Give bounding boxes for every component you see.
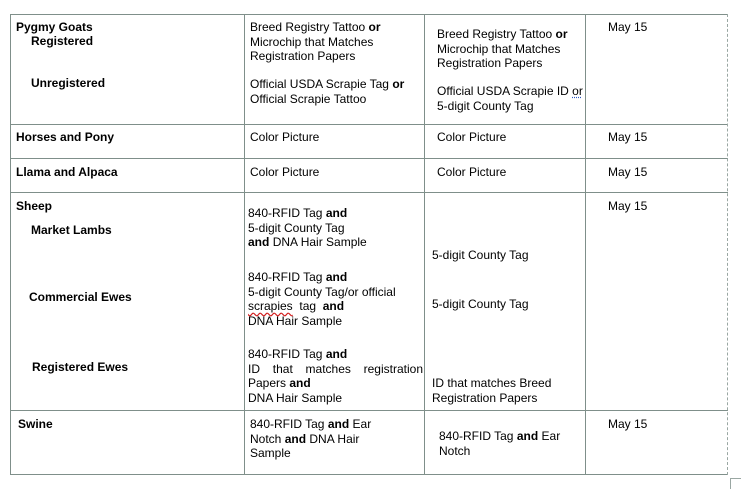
animal-label: Swine xyxy=(18,417,53,431)
sub-label: Registered Ewes xyxy=(32,360,129,374)
deadline-date: May 15 xyxy=(608,130,648,144)
sub-label: Commercial Ewes xyxy=(29,290,132,304)
column-border xyxy=(10,14,11,475)
sub-label: Unregistered xyxy=(31,76,106,90)
sub-label: Registered xyxy=(31,34,94,48)
row-border xyxy=(10,192,728,193)
requirement-text: 5-digit County Tag xyxy=(432,248,529,262)
requirement-text: 840-RFID Tag and 5-digit County Tag/or official scrapies tag and DNA Hair Sample xyxy=(248,270,396,328)
animal-label: Llama and Alpaca xyxy=(16,165,118,179)
column-border xyxy=(585,14,586,475)
column-border xyxy=(244,14,245,475)
animal-label: Sheep xyxy=(16,199,53,213)
deadline-date: May 15 xyxy=(608,417,648,431)
requirement-text: 5-digit County Tag xyxy=(432,297,529,311)
requirement-text: 840-RFID Tag and Ear Notch and DNA Hair Sample xyxy=(250,417,372,460)
requirement-text: 840-RFID Tag and 5-digit County Tag and DNA Hair Sample xyxy=(248,206,367,249)
requirement-text: 840-RFID Tag and Ear Notch xyxy=(439,429,561,458)
row-border xyxy=(10,474,728,475)
requirement-text: Color Picture xyxy=(250,165,320,179)
requirement-text: Breed Registry Tattoo or Microchip that Matches Registration Papers xyxy=(437,27,568,70)
table-resize-handle[interactable] xyxy=(730,478,741,489)
deadline-date: May 15 xyxy=(608,20,648,34)
animal-label: Horses and Pony xyxy=(16,130,115,144)
row-border xyxy=(10,410,728,411)
requirement-text: Color Picture xyxy=(437,165,507,179)
row-border xyxy=(10,124,728,125)
requirement-text: Color Picture xyxy=(437,130,507,144)
row-border xyxy=(10,14,728,15)
requirement-text: ID that matches Breed Registration Papers xyxy=(432,376,552,405)
table-edge-dashed xyxy=(727,14,728,475)
deadline-date: May 15 xyxy=(608,199,648,213)
column-border xyxy=(424,14,425,475)
row-border xyxy=(10,158,728,159)
requirement-text: Color Picture xyxy=(250,130,320,144)
requirement-text: 840-RFID Tag and ID that matches registration Papers and DNA Hair Sample xyxy=(248,347,423,405)
requirement-text: Official USDA Scrapie ID or 5-digit County Tag xyxy=(437,84,583,113)
requirement-text: Breed Registry Tattoo or Microchip that Matches Registration Papers xyxy=(250,20,381,63)
deadline-date: May 15 xyxy=(608,165,648,179)
animal-label: Pygmy Goats xyxy=(16,20,93,34)
requirement-text: Official USDA Scrapie Tag or Official Scrapie Tattoo xyxy=(250,77,405,106)
sub-label: Market Lambs xyxy=(31,223,112,237)
